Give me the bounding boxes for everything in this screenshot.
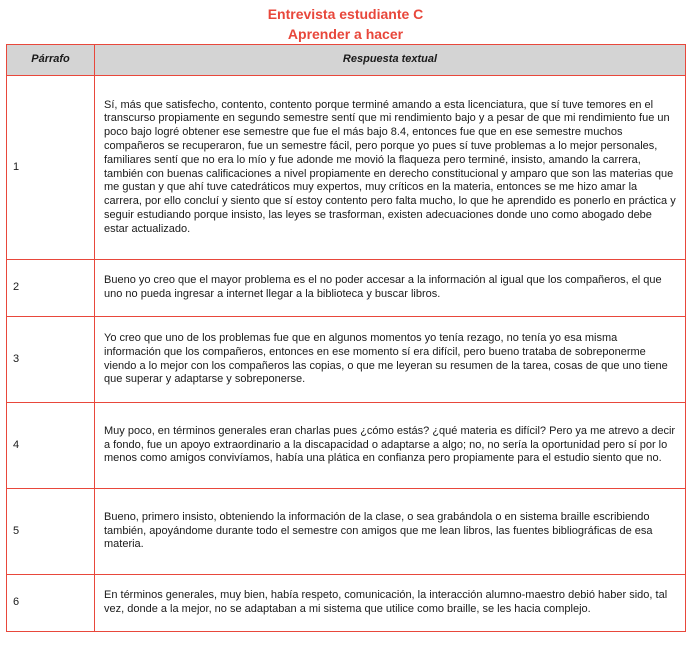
response-cell <box>95 489 686 575</box>
interview-table <box>6 44 686 632</box>
response-cell <box>95 575 686 632</box>
paragraph-number: 2 <box>7 260 95 317</box>
response-text: Muy poco, en términos generales eran charlas pues ¿cómo estás? ¿qué materia es difícil? Pero ya me atrevo a decir a fondo, fue un apoyo extraordinario a la discapacidad o adaptarse a algo; no, no sería la oportunidad pero sí por lo menos como amigos convivíamos, había una plática en confianza pero propiamente para el estudio siento que no. <box>104 424 676 465</box>
response-cell <box>95 76 686 260</box>
table-row <box>7 76 686 260</box>
paragraph-number: 3 <box>7 317 95 403</box>
table-row <box>7 317 686 403</box>
response-cell <box>95 403 686 489</box>
response-cell <box>95 317 686 403</box>
response-text: Sí, más que satisfecho, contento, contento porque terminé amando a esta licenciatura, que sí tuve temores en el transcurso propiamente en segundo semestre sentí que mi rendimiento bajo y a pesar de que mi rendimiento fue un poco bajo logré obtener ese semestre que fue el más bajo 8.4, entonces fue que en ese semestre muchos compañeros se recuperaron, fue un semestre fácil, pero porque yo pues sí tuve problemas a lo mejor personales, familiares sentí que no era lo mío y fue adonde me movió la flaqueza pero terminé, insisto, amando la carrera, también con buenas calificaciones a nivel propiamente en derecho constitucional y amparo que son las materias que me gustan y que ahí tuve catedráticos muy expertos, muy críticos en la materia, entonces se me hizo amar la carrera, por ello concluí y siento que sí estoy contento pero falta mucho, lo que he aprendido es ponerlo en práctica y seguir estudiando porque insisto, las leyes se trasforman, existen adecuaciones donde uno como abogado debe estar actualizado. <box>104 98 676 235</box>
table-row <box>7 575 686 632</box>
paragraph-number: 5 <box>7 489 95 575</box>
response-text: Bueno yo creo que el mayor problema es el no poder accesar a la información al igual que los compañeros, el que uno no pueda ingresar a internet llegar a la biblioteca y buscar libros. <box>104 274 662 300</box>
response-text: Yo creo que uno de los problemas fue que en algunos momentos yo tenía rezago, no tenía yo esa misma información que los compañeros, entonces en ese momento sí era difícil, pero bueno trataba de sobreponerme viendo a lo mejor con los compañeros las copias, o que me leyeran su resumen de la tarea, cosas de que uno tiene que superar y adaptarse y sobreponerse. <box>104 331 668 386</box>
column-header-response: Respuesta textual <box>95 45 686 76</box>
table-row <box>7 403 686 489</box>
paragraph-number: 6 <box>7 575 95 632</box>
response-text: Bueno, primero insisto, obteniendo la información de la clase, o sea grabándola o en sistema braille escribiendo también, apoyándome durante todo el semestre con amigos que me lean libros, las fuentes bibliográficas de esa materia. <box>104 510 653 551</box>
paragraph-number: 4 <box>7 403 95 489</box>
document-title: Entrevista estudiante C <box>267 6 424 22</box>
table-header-row <box>7 45 686 76</box>
response-cell <box>95 260 686 317</box>
title-block <box>0 0 691 44</box>
column-header-paragraph: Párrafo <box>7 45 95 76</box>
table-row <box>7 260 686 317</box>
response-text: En términos generales, muy bien, había respeto, comunicación, la interacción alumno-maestro debió haber sido, tal vez, donde a la mejor, no se adaptaban a mi sistema que utilice como braille, se les hacia complejo. <box>104 589 668 615</box>
document-subtitle: Aprender a hacer <box>287 26 404 42</box>
table-row <box>7 489 686 575</box>
paragraph-number: 1 <box>7 76 95 260</box>
